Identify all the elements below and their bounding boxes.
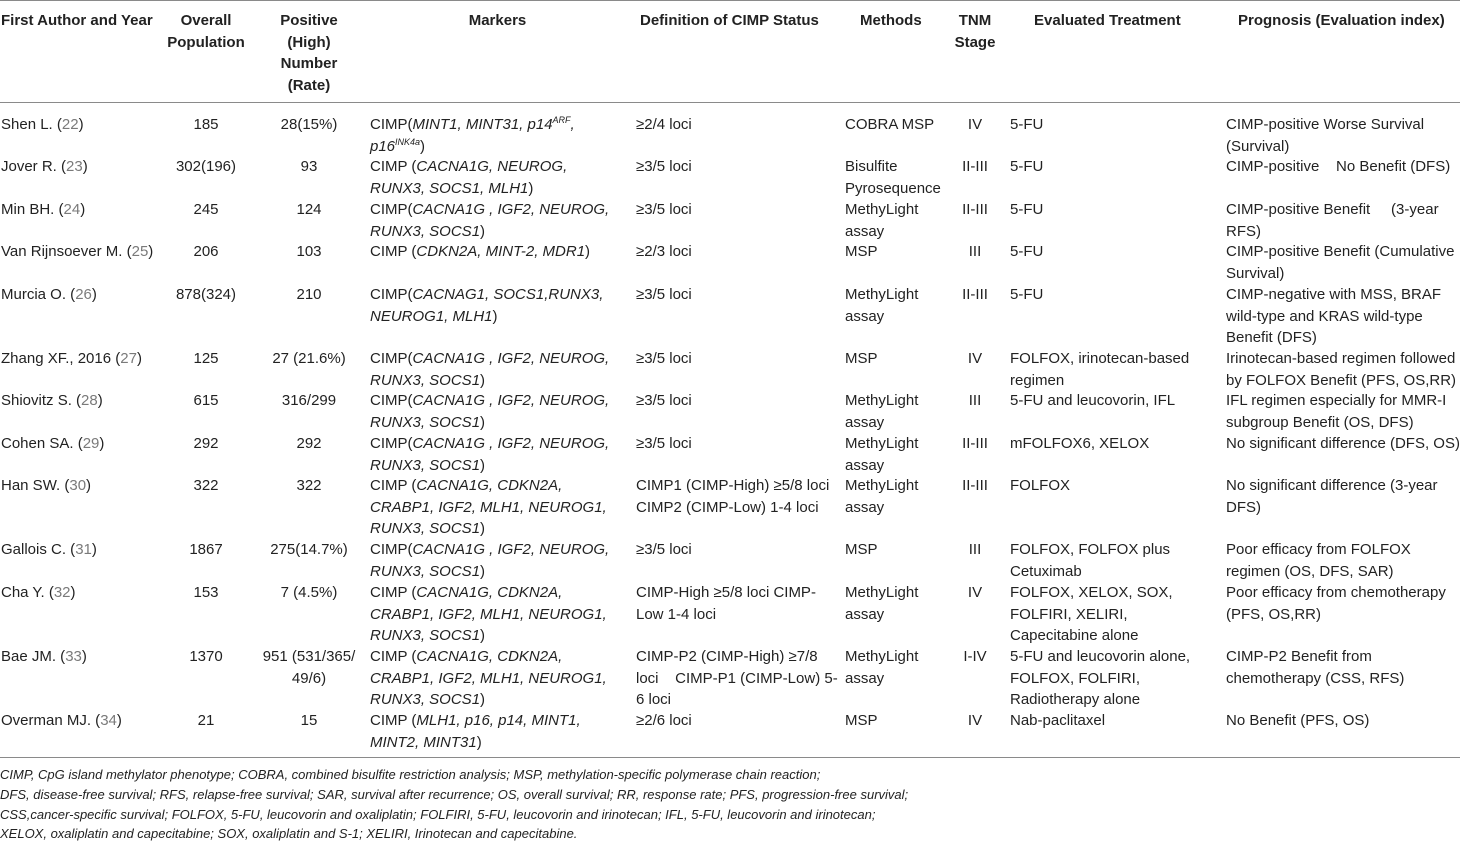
- cell-author: Jover R. (23): [1, 158, 88, 175]
- header-tnm: TNM Stage: [954, 12, 996, 51]
- cell-methods: MSP: [845, 350, 878, 367]
- cell-population: 185: [193, 116, 219, 133]
- reference-link[interactable]: 23: [66, 158, 83, 175]
- cell-prognosis: CIMP-P2 Benefit from chemotherapy (CSS, RFS): [1226, 648, 1405, 687]
- cell-population: 245: [193, 201, 219, 218]
- cell-population: 615: [193, 392, 219, 409]
- cell-methods: MSP: [845, 541, 878, 558]
- cell-definition: ≥3/5 loci: [636, 350, 692, 367]
- cell-tnm: II-III: [962, 201, 988, 218]
- cell-author: Cha Y. (32): [1, 584, 76, 601]
- cell-population: 292: [193, 435, 219, 452]
- cell-positive: 951 (531/365/ 49/6): [262, 648, 356, 687]
- cell-markers: CIMP (CDKN2A, MINT-2, MDR1): [370, 243, 591, 260]
- cell-prognosis: Poor efficacy from chemotherapy (PFS, OS,RR): [1226, 584, 1446, 623]
- cell-definition: CIMP1 (CIMP-High) ≥5/8 loci CIMP2 (CIMP-Low) 1-4 loci: [636, 477, 830, 516]
- cell-positive: 103: [296, 243, 322, 260]
- cell-markers: CIMP(CACNA1G , IGF2, NEUROG, RUNX3, SOCS1): [370, 201, 610, 240]
- cell-methods: MethyLight assay: [845, 477, 919, 516]
- cell-markers: CIMP (CACNA1G, CDKN2A, CRABP1, IGF2, MLH1, NEUROG1, RUNX3, SOCS1): [370, 584, 607, 644]
- cell-treatment: FOLFOX, FOLFOX plus Cetuximab: [1010, 541, 1171, 580]
- cell-tnm: III: [968, 392, 982, 409]
- reference-link[interactable]: 33: [65, 648, 82, 665]
- cell-tnm: IV: [967, 712, 983, 729]
- cell-tnm: IV: [967, 350, 983, 367]
- cell-prognosis: Poor efficacy from FOLFOX regimen (OS, DFS, SAR): [1226, 541, 1411, 580]
- cell-treatment: 5-FU: [1010, 243, 1044, 260]
- cell-tnm: IV: [967, 584, 983, 601]
- cell-prognosis: Irinotecan-based regimen followed by FOLFOX Benefit (PFS, OS,RR): [1226, 350, 1457, 389]
- header-definition: Definition of CIMP Status: [640, 12, 819, 29]
- cell-methods: COBRA MSP: [845, 116, 935, 133]
- cell-positive: 15: [300, 712, 318, 729]
- footnote-line: DFS, disease-free survival; RFS, relapse-free survival; SAR, survival after recurrence; OS, overall survival; RR, response rate; PFS, progression-free survival;: [0, 786, 909, 802]
- reference-link[interactable]: 29: [82, 435, 100, 452]
- cell-markers: CIMP(CACNAG1, SOCS1,RUNX3, NEUROG1, MLH1): [370, 286, 604, 325]
- reference-link[interactable]: 26: [75, 286, 92, 303]
- cell-methods: MethyLight assay: [845, 584, 919, 623]
- cell-treatment: 5-FU: [1010, 201, 1044, 218]
- cell-treatment: 5-FU: [1010, 158, 1044, 175]
- cell-population: 1370: [189, 648, 223, 665]
- cell-methods: MethyLight assay: [845, 201, 919, 240]
- cell-markers: CIMP(CACNA1G , IGF2, NEUROG, RUNX3, SOCS1): [370, 435, 610, 474]
- cell-prognosis: CIMP-positive Benefit (3-year RFS): [1226, 201, 1439, 240]
- cell-population: 206: [193, 243, 219, 260]
- reference-link[interactable]: 31: [75, 541, 92, 558]
- cell-definition: ≥3/5 loci: [636, 286, 692, 303]
- cell-methods: MSP: [845, 712, 878, 729]
- cell-definition: CIMP-P2 (CIMP-High) ≥7/8 loci CIMP-P1 (CIMP-Low) 5-6 loci: [636, 648, 838, 708]
- reference-link[interactable]: 28: [81, 392, 98, 409]
- header-methods: Methods: [860, 12, 922, 29]
- cell-methods: MethyLight assay: [845, 435, 919, 474]
- cell-prognosis: CIMP-negative with MSS, BRAF wild-type and KRAS wild-type Benefit (DFS): [1226, 286, 1442, 346]
- header-markers: Markers: [468, 12, 527, 29]
- cell-tnm: II-III: [962, 286, 988, 303]
- cell-methods: MethyLight assay: [845, 648, 919, 687]
- cell-positive: 275(14.7%): [270, 541, 348, 558]
- cell-treatment: 5-FU: [1010, 286, 1044, 303]
- cell-definition: ≥3/5 loci: [636, 158, 692, 175]
- table-bottom-rule: [0, 757, 1460, 758]
- table-top-rule: [0, 0, 1460, 1]
- cell-author: Han SW. (30): [1, 477, 92, 494]
- cell-tnm: II-III: [962, 435, 988, 452]
- cell-author: Van Rijnsoever M. (25): [1, 243, 154, 260]
- cell-definition: ≥3/5 loci: [636, 392, 692, 409]
- cell-markers: CIMP (CACNA1G, NEUROG, RUNX3, SOCS1, MLH1): [370, 158, 568, 197]
- cell-markers: CIMP (MLH1, p16, p14, MINT1, MINT2, MINT31): [370, 712, 581, 751]
- cell-definition: ≥2/6 loci: [636, 712, 692, 729]
- cell-author: Min BH. (24): [1, 201, 86, 218]
- header-treatment: Evaluated Treatment: [1034, 12, 1181, 29]
- cell-treatment: mFOLFOX6, XELOX: [1010, 435, 1150, 452]
- footnote-line: CIMP, CpG island methylator phenotype; COBRA, combined bisulfite restriction analysis; MSP, methylation-specific polymerase chain reaction;: [0, 767, 821, 782]
- cell-markers: CIMP(MINT1, MINT31, $p14^{ARF}$, $p16^{INK4a}$): [370, 115, 575, 155]
- cell-prognosis: No Benefit (PFS, OS): [1226, 712, 1370, 729]
- reference-link[interactable]: 32: [53, 584, 71, 601]
- footnote-line: XELOX, oxaliplatin and capecitabine; SOX, oxaliplatin and S-1; XELIRI, Irinotecan and capecitabine.: [0, 826, 578, 842]
- cell-author: Shen L. (22): [1, 116, 84, 133]
- header-positive: Positive (High) Number (Rate): [280, 12, 338, 94]
- cell-tnm: III: [968, 243, 982, 260]
- header-bottom-rule: [0, 102, 1460, 103]
- cell-definition: CIMP-High ≥5/8 loci CIMP-Low 1-4 loci: [636, 584, 816, 623]
- cell-definition: ≥3/5 loci: [636, 541, 692, 558]
- header-author: First Author and Year: [1, 12, 153, 29]
- reference-link[interactable]: 25: [131, 243, 149, 260]
- cell-population: 21: [197, 712, 215, 729]
- reference-link[interactable]: 27: [120, 350, 137, 367]
- cell-positive: 292: [296, 435, 322, 452]
- cell-markers: CIMP(CACNA1G , IGF2, NEUROG, RUNX3, SOCS1): [370, 350, 610, 389]
- cell-positive: 28(15%): [280, 116, 338, 133]
- cell-markers: CIMP(CACNA1G , IGF2, NEUROG, RUNX3, SOCS1): [370, 541, 610, 580]
- cell-positive: 27 (21.6%): [272, 350, 346, 367]
- cell-population: 322: [193, 477, 219, 494]
- cell-tnm: II-III: [962, 158, 988, 175]
- cell-tnm: I-IV: [963, 648, 987, 665]
- cell-author: Bae JM. (33): [1, 648, 87, 665]
- cell-prognosis: IFL regimen especially for MMR-I subgroup Benefit (OS, DFS): [1226, 392, 1447, 431]
- cell-markers: CIMP (CACNA1G, CDKN2A, CRABP1, IGF2, MLH1, NEUROG1, RUNX3, SOCS1): [370, 477, 607, 537]
- table-footnotes: [0, 765, 1460, 844]
- cell-treatment: 5-FU and leucovorin, IFL: [1010, 392, 1176, 409]
- cell-tnm: II-III: [962, 477, 988, 494]
- cell-methods: MethyLight assay: [845, 286, 919, 325]
- cell-tnm: III: [968, 541, 982, 558]
- reference-link[interactable]: 22: [61, 116, 79, 133]
- cell-population: 153: [193, 584, 219, 601]
- cell-positive: 316/299: [281, 392, 337, 409]
- cell-methods: MSP: [845, 243, 878, 260]
- cell-treatment: FOLFOX: [1010, 477, 1071, 494]
- cell-positive: 93: [300, 158, 318, 175]
- header-prognosis: Prognosis (Evaluation index): [1238, 12, 1445, 29]
- cell-author: Overman MJ. (34): [1, 712, 122, 729]
- cell-prognosis: CIMP-positive No Benefit (DFS): [1226, 158, 1451, 175]
- cell-definition: ≥2/3 loci: [636, 243, 692, 260]
- cell-treatment: FOLFOX, XELOX, SOX, FOLFIRI, XELIRI, Capecitabine alone: [1010, 584, 1173, 644]
- footnote-line: CSS,cancer-specific survival; FOLFOX, 5-FU, leucovorin and oxaliplatin; FOLFIRI, 5-FU, leucovorin and irinotecan; IFL, 5-FU, leucovorin and irinotecan;: [0, 806, 876, 822]
- cell-author: Cohen SA. (29): [1, 435, 105, 452]
- cell-population: 1867: [189, 541, 223, 558]
- cell-prognosis: No significant difference (3-year DFS): [1226, 477, 1438, 516]
- cell-positive: 322: [296, 477, 322, 494]
- cell-markers: CIMP (CACNA1G, CDKN2A, CRABP1, IGF2, MLH1, NEUROG1, RUNX3, SOCS1): [370, 648, 607, 708]
- cell-methods: MethyLight assay: [845, 392, 919, 431]
- cell-treatment: 5-FU and leucovorin alone, FOLFOX, FOLFIRI, Radiotherapy alone: [1010, 648, 1191, 708]
- cell-treatment: 5-FU: [1010, 116, 1044, 133]
- reference-link[interactable]: 30: [69, 477, 87, 494]
- cell-definition: ≥3/5 loci: [636, 201, 692, 218]
- cell-methods: Bisulfite Pyrosequence: [845, 158, 941, 197]
- cell-author: Zhang XF., 2016 (27): [1, 350, 142, 367]
- cell-prognosis: No significant difference (DFS, OS): [1226, 435, 1460, 452]
- cell-definition: ≥3/5 loci: [636, 435, 692, 452]
- cell-author: Shiovitz S. (28): [1, 392, 103, 409]
- cell-markers: CIMP(CACNA1G , IGF2, NEUROG, RUNX3, SOCS1): [370, 392, 610, 431]
- cell-prognosis: CIMP-positive Benefit (Cumulative Survival): [1226, 243, 1455, 282]
- cell-definition: ≥2/4 loci: [636, 116, 692, 133]
- reference-link[interactable]: 24: [63, 201, 81, 218]
- cell-positive: 124: [296, 201, 322, 218]
- cell-treatment: FOLFOX, irinotecan-based regimen: [1010, 350, 1190, 389]
- cell-population: 878(324): [175, 286, 237, 303]
- header-population: Overall Population: [167, 12, 245, 51]
- cell-tnm: IV: [967, 116, 983, 133]
- cell-population: 125: [193, 350, 219, 367]
- cell-positive: 210: [296, 286, 322, 303]
- cell-treatment: Nab-paclitaxel: [1010, 712, 1106, 729]
- cell-prognosis: CIMP-positive Worse Survival (Survival): [1226, 116, 1425, 155]
- cell-author: Murcia O. (26): [1, 286, 97, 303]
- cell-positive: 7 (4.5%): [280, 584, 338, 601]
- cell-population: 302(196): [175, 158, 237, 175]
- cell-author: Gallois C. (31): [1, 541, 97, 558]
- reference-link[interactable]: 34: [100, 712, 117, 729]
